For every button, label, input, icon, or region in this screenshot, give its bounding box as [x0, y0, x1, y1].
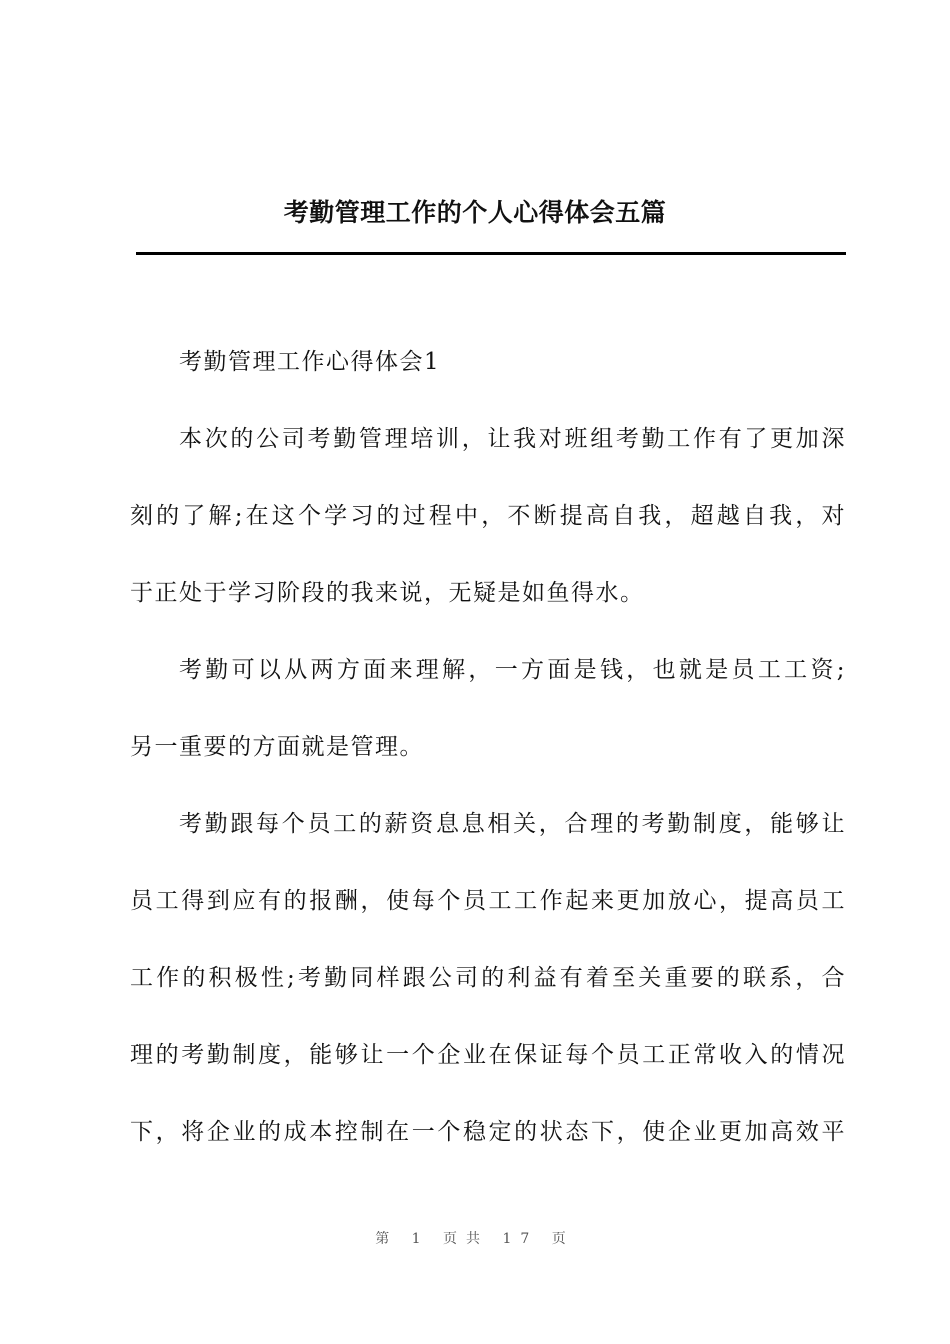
paragraph-line: 于正处于学习阶段的我来说，无疑是如鱼得水。 [130, 580, 645, 606]
paragraph-line: 考勤跟每个员工的薪资息息相关，合理的考勤制度，能够让 [179, 811, 846, 837]
document-title: 考勤管理工作的个人心得体会五篇 [283, 198, 667, 227]
paragraph-line: 员工得到应有的报酬，使每个员工工作起来更加放心，提高员工 [130, 888, 846, 914]
paragraph-3 [130, 804, 846, 1152]
section-heading: 考勤管理工作心得体会1 [179, 349, 441, 375]
paragraph-line: 刻的了解;在这个学习的过程中，不断提高自我，超越自我，对 [130, 503, 846, 529]
paragraph-line: 工作的积极性;考勤同样跟公司的利益有着至关重要的联系，合 [130, 965, 846, 991]
document-body [130, 342, 846, 1189]
paragraph-line: 下，将企业的成本控制在一个稳定的状态下，使企业更加高效平 [130, 1119, 846, 1145]
paragraph-line: 本次的公司考勤管理培训，让我对班组考勤工作有了更加深 [179, 426, 846, 452]
paragraph-2 [130, 650, 846, 767]
paragraph-line: 考勤可以从两方面来理解，一方面是钱，也就是员工工资; [179, 657, 846, 683]
paragraph-1 [130, 419, 846, 613]
paragraph-line: 另一重要的方面就是管理。 [130, 734, 424, 760]
paragraph-line: 理的考勤制度，能够让一个企业在保证每个员工正常收入的情况 [130, 1042, 846, 1068]
title-underline [136, 252, 846, 255]
page-number-footer: 第 1 页共 17 页 [375, 1231, 575, 1247]
